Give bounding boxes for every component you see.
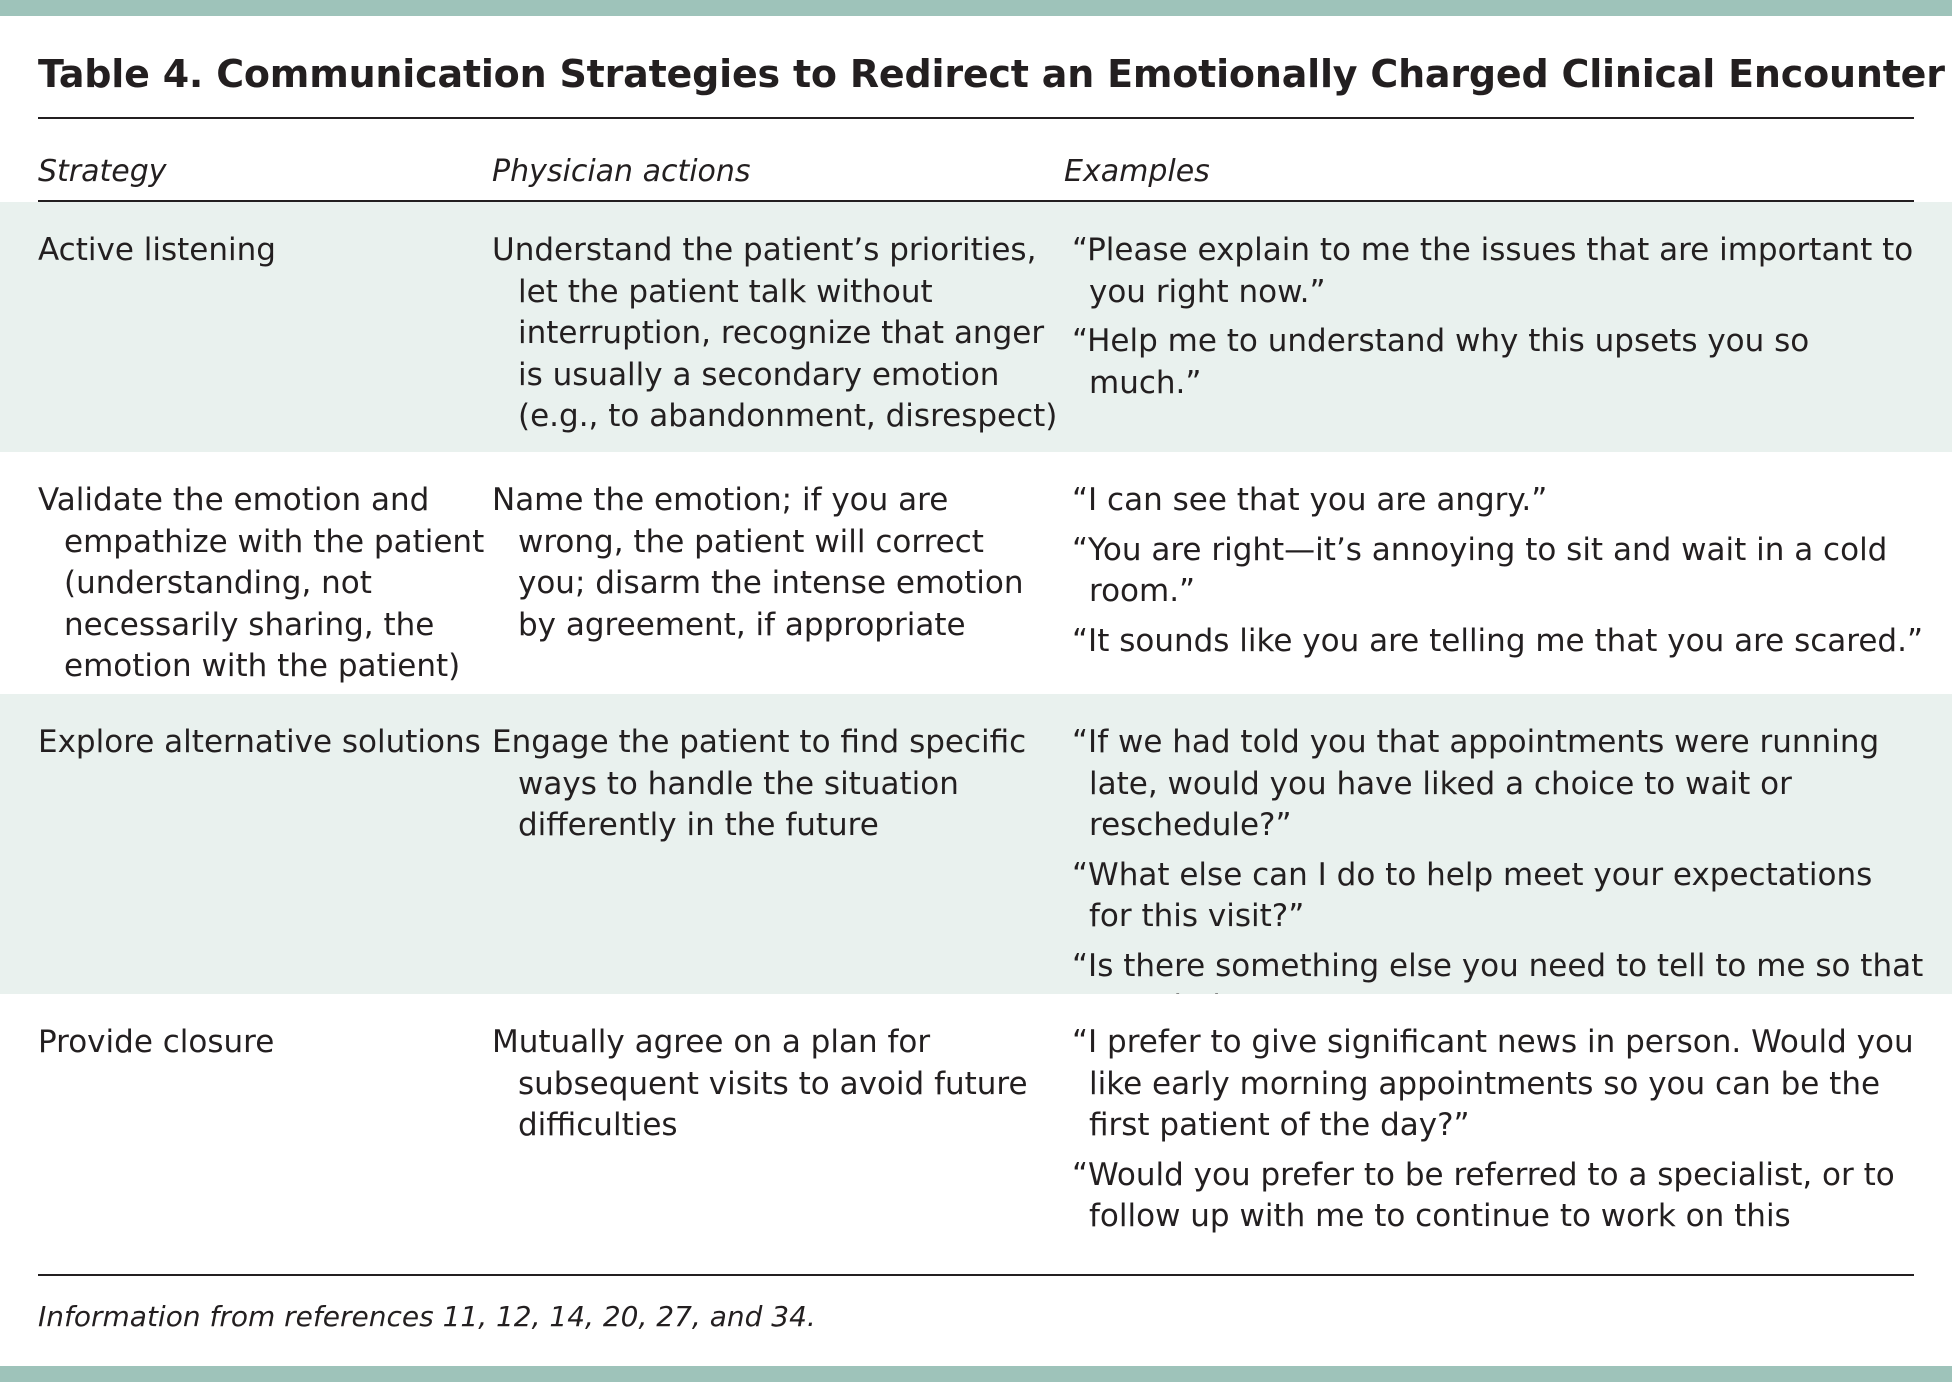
table-row	[0, 452, 1952, 694]
footer-rule	[38, 1274, 1914, 1276]
table-row	[0, 994, 1952, 1242]
actions-cell: Engage the patient to find specific ways to handle the situation differently in the future	[492, 724, 1027, 843]
header-row	[0, 120, 1952, 206]
example-quote: “I prefer to give significant news in person. Would you like early morning appointments so you can be the first patient of the day?”	[1072, 1024, 1914, 1143]
column-header-strategy: Strategy	[38, 154, 167, 189]
example-quote: “Is there something else you need to tell to me so that	[1072, 947, 1924, 984]
strategy-cell: Validate the emotion and empathize with the patient (understanding, not necessarily sharing, the emotion with the patient)	[38, 482, 485, 684]
top-color-band	[0, 0, 1952, 16]
actions-cell: Understand the patient’s priorities, let the patient talk without interruption, recognize that anger is usually a secondary emotion (e.g., to abandonment, disrespect)	[492, 232, 1058, 434]
example-quote: “It sounds like you are telling me that you are scared.”	[1072, 622, 1924, 659]
examples-cell	[1064, 722, 1924, 1037]
title-rule	[38, 117, 1914, 119]
example-quote: “Would you prefer to be referred to a specialist, or to follow up with me to continue to work on this	[1072, 1156, 1895, 1234]
example-quote: “If we had told you that appointments were running late, would you have liked a choice to wait or reschedule?”	[1072, 724, 1880, 843]
table-row	[0, 202, 1952, 452]
example-quote: “You are right—it’s annoying to sit and wait in a cold room.”	[1072, 531, 1888, 609]
strategy-cell: Explore alternative solutions	[38, 724, 481, 760]
example-quote: “Please explain to me the issues that are important to you right now.”	[1072, 232, 1914, 310]
bottom-color-band	[0, 1366, 1952, 1382]
table-row	[0, 694, 1952, 994]
strategy-cell: Provide closure	[38, 1024, 275, 1060]
table-title: Table 4. Communication Strategies to Redirect an Emotionally Charged Clinical Encounter	[38, 52, 1945, 96]
example-quote: “I can see that you are angry.”	[1072, 482, 1548, 518]
column-header-actions: Physician actions	[492, 154, 751, 189]
examples-cell	[1064, 230, 1924, 412]
actions-cell: Name the emotion; if you are wrong, the patient will correct you; disarm the intense emotion by agreement, if appropriate	[492, 482, 1024, 643]
example-quote: “What else can I do to help meet your expectations for this visit?”	[1072, 856, 1873, 934]
footnote: Information from references 11, 12, 14, 20, 27, and 34.	[38, 1300, 816, 1333]
column-header-examples: Examples	[1064, 154, 1210, 189]
strategy-cell: Active listening	[38, 232, 276, 268]
examples-cell	[1064, 480, 1924, 670]
example-quote: “Help me to understand why this upsets you so much.”	[1072, 323, 1810, 401]
actions-cell: Mutually agree on a plan for subsequent visits to avoid future difficulties	[492, 1024, 1028, 1143]
